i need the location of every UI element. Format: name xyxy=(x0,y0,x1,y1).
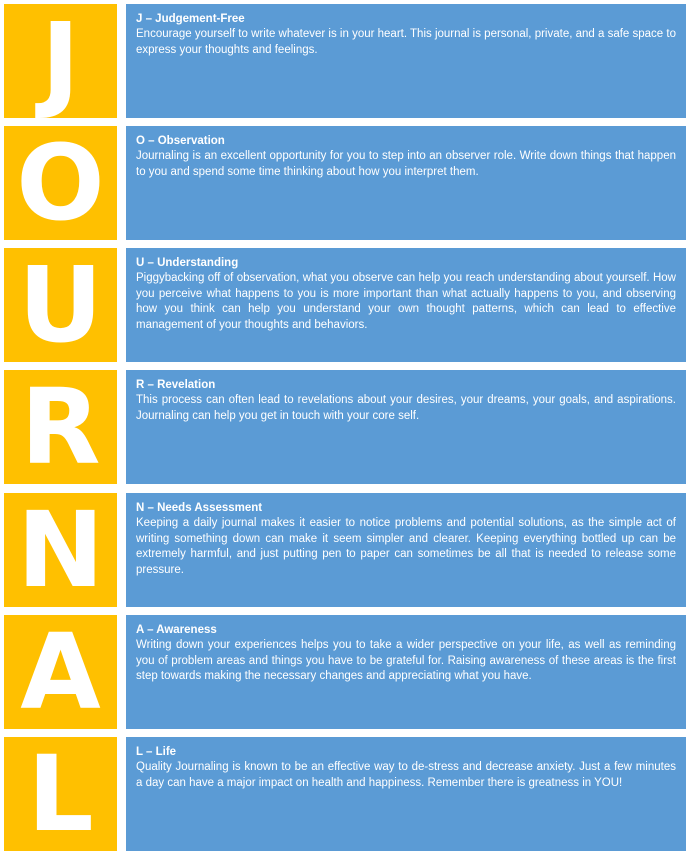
section-awareness xyxy=(0,611,690,733)
section-letter: R xyxy=(4,370,117,484)
section-letter: J xyxy=(4,4,117,118)
section-letter: N xyxy=(4,493,117,607)
section-body: Piggybacking off of observation, what you observe can help you reach understanding about yourself. How you perceive what happens to you is more important than what actually happens to you, and observing how you think can help you understand your own thought patterns, which can lead to effective management of your thoughts and behaviors. xyxy=(136,272,676,331)
section-heading: U – Understanding xyxy=(136,257,239,269)
section-heading: J – Judgement-Free xyxy=(136,13,245,25)
section-heading: R – Revelation xyxy=(136,379,216,391)
section-heading: A – Awareness xyxy=(136,624,217,636)
section-letter: A xyxy=(4,615,117,729)
section-body: Quality Journaling is known to be an effective way to de-stress and decrease anxiety. Just a few minutes a day can have a major impact on health and happiness. Remember there is greatness in YOU! xyxy=(136,761,676,789)
section-card xyxy=(126,493,686,607)
section-observation xyxy=(0,122,690,244)
section-card xyxy=(126,737,686,851)
section-letter: O xyxy=(4,126,117,240)
section-body: This process can often lead to revelations about your desires, your dreams, your goals, and aspirations. Journaling can help you get in touch with your core self. xyxy=(136,394,676,422)
section-letter: L xyxy=(4,737,117,851)
section-heading: L – Life xyxy=(136,746,177,758)
section-needs-assessment xyxy=(0,489,690,611)
section-card xyxy=(126,126,686,240)
section-card xyxy=(126,370,686,484)
section-heading: O – Observation xyxy=(136,135,225,147)
section-card xyxy=(126,615,686,729)
section-revelation xyxy=(0,366,690,488)
section-card xyxy=(126,248,686,362)
section-body: Journaling is an excellent opportunity for you to step into an observer role. Write down things that happen to you and spend some time thinking about how you interpret them. xyxy=(136,150,676,178)
section-life xyxy=(0,733,690,855)
section-judgement-free xyxy=(0,0,690,122)
section-body: Writing down your experiences helps you to take a wider perspective on your life, as well as reminding you of problem areas and things you have to be grateful for. Raising awareness of these areas is the first step towards making the necessary changes and appreciating what you have. xyxy=(136,639,676,682)
section-card xyxy=(126,4,686,118)
section-body: Encourage yourself to write whatever is in your heart. This journal is personal, private, and a safe space to express your thoughts and feelings. xyxy=(136,28,676,56)
section-heading: N – Needs Assessment xyxy=(136,502,263,514)
section-letter: U xyxy=(4,248,117,362)
section-body: Keeping a daily journal makes it easier to notice problems and potential solutions, as the simple act of writing something down can make it seem simpler and clearer. Keeping everything bottled up can be extremely harmful, and just putting pen to paper can sometimes be all that is needed to release some pressure. xyxy=(136,517,676,576)
section-understanding xyxy=(0,244,690,366)
